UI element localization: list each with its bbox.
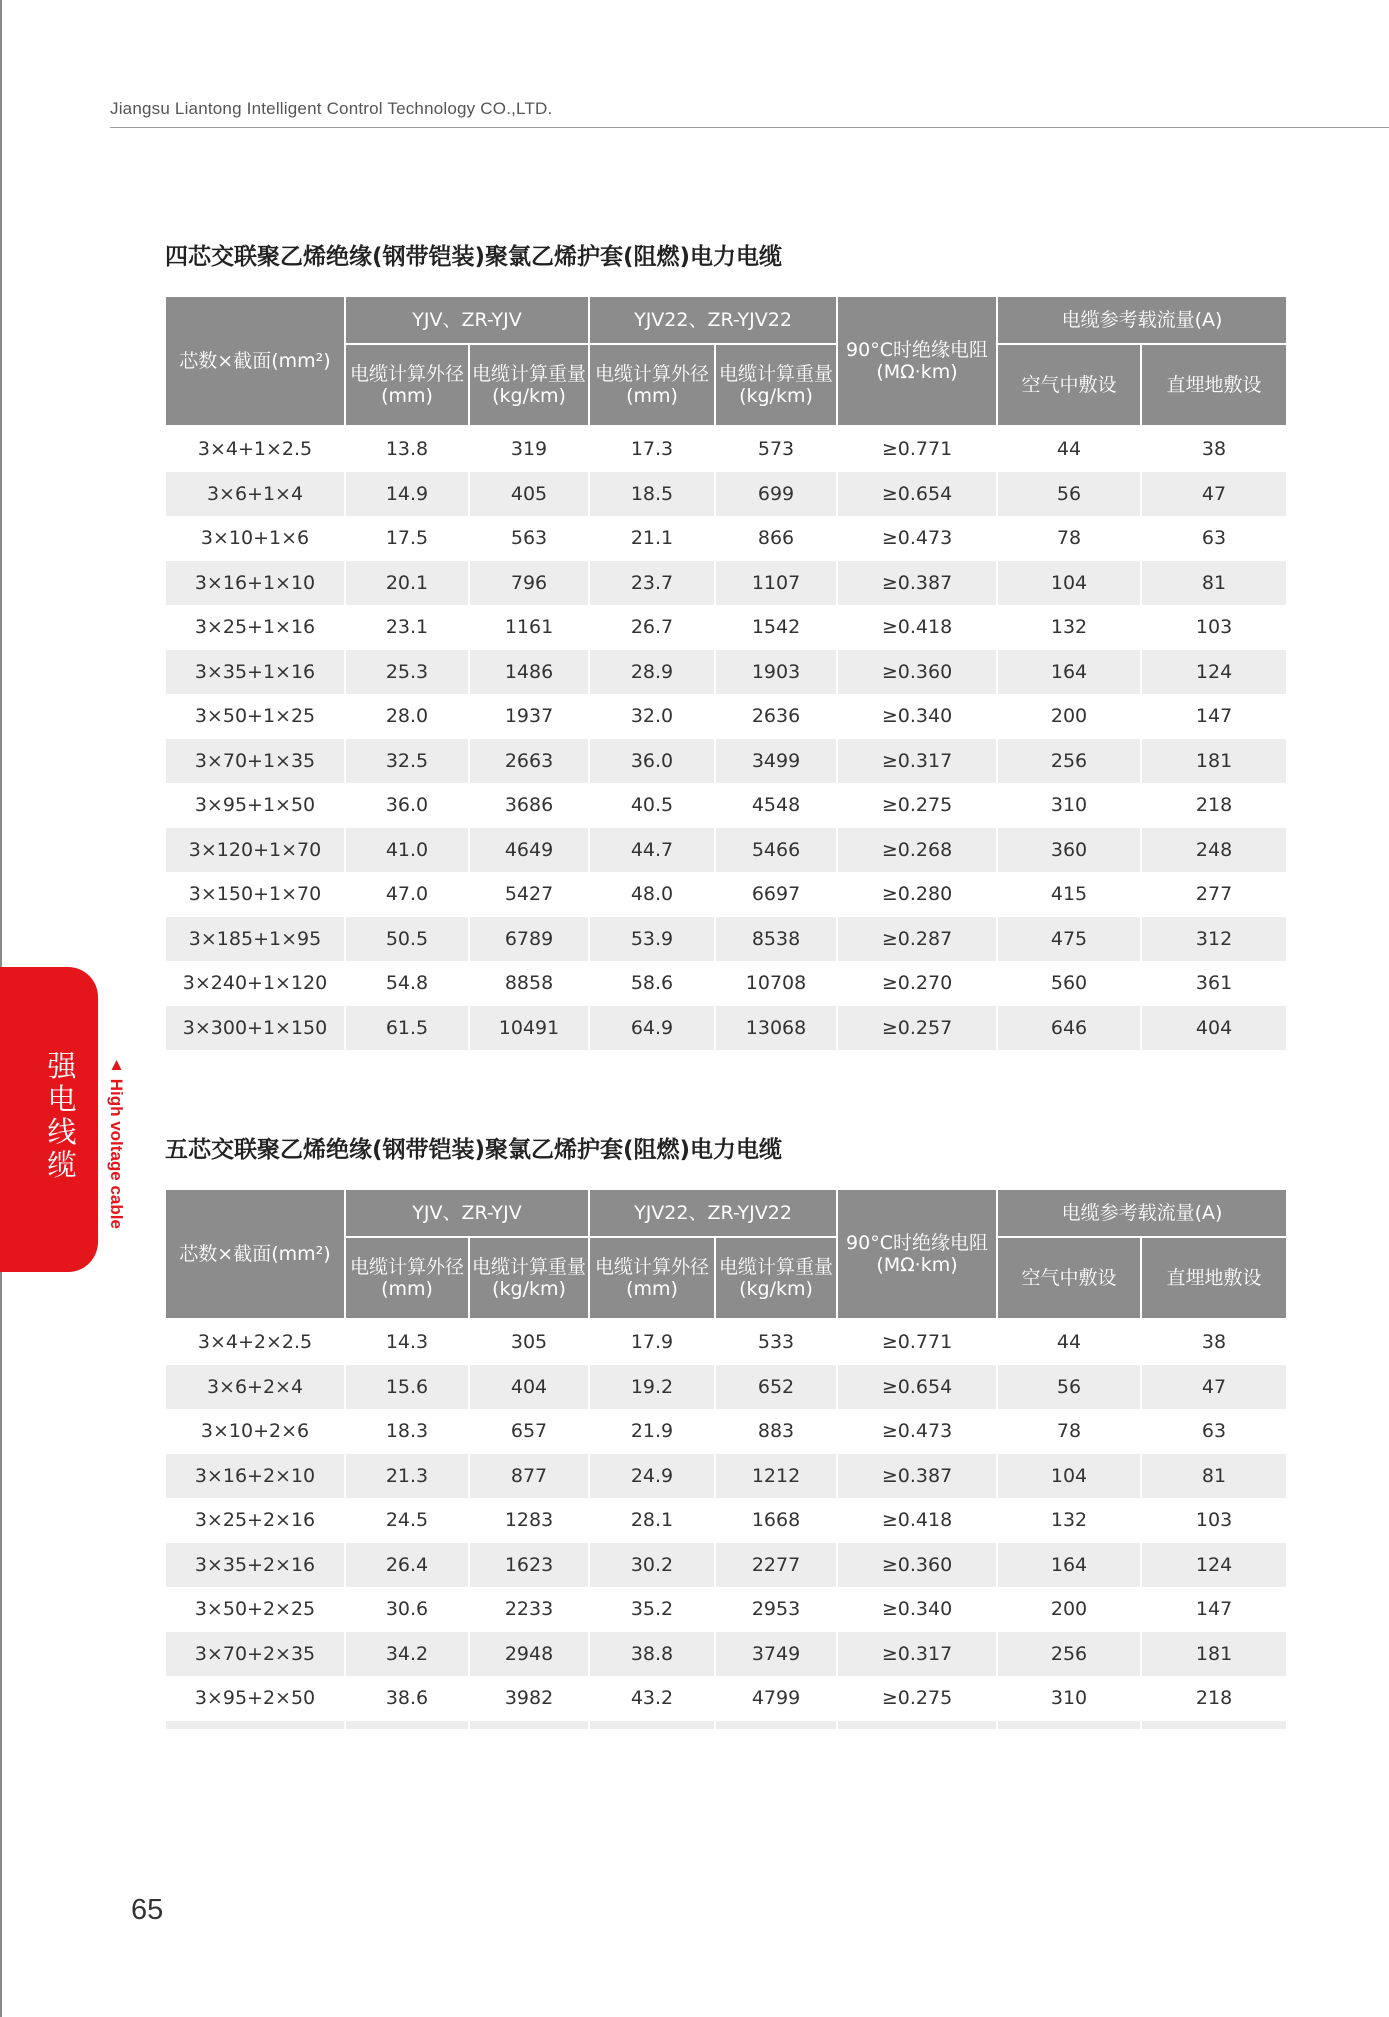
table-row: 3×95+1×50 36.0 3686 40.5 4548 ≥0.275 310 218 — [165, 783, 1287, 828]
header-yjv-group: YJV、ZR-YJV — [345, 1189, 589, 1237]
header-yjv22-group: YJV22、ZR-YJV22 — [589, 1189, 837, 1237]
table-row: 3×50+2×25 30.6 2233 35.2 2953 ≥0.340 200 147 — [165, 1587, 1287, 1632]
table-row: 3×16+2×10 21.3 877 24.9 1212 ≥0.387 104 81 — [165, 1454, 1287, 1499]
table-row: 3×35+2×16 26.4 1623 30.2 2277 ≥0.360 164 124 — [165, 1543, 1287, 1588]
table-row: 3×70+1×35 32.5 2663 36.0 3499 ≥0.317 256 181 — [165, 739, 1287, 784]
table-row: 3×4+2×2.5 14.3 305 17.9 533 ≥0.771 44 38 — [165, 1319, 1287, 1365]
header-yjv-weight: 电缆计算重量(kg/km) — [469, 1237, 589, 1319]
header-buried-laying: 直埋地敷设 — [1141, 1237, 1287, 1319]
header-yjv-group: YJV、ZR-YJV — [345, 296, 589, 344]
header-air-laying: 空气中敷设 — [997, 344, 1141, 426]
header-divider — [110, 127, 1389, 128]
table-row: 3×4+1×2.5 13.8 319 17.3 573 ≥0.771 44 38 — [165, 426, 1287, 472]
header-buried-laying: 直埋地敷设 — [1141, 344, 1287, 426]
side-tab-chinese-label: 强电线缆 — [47, 1049, 77, 1182]
table-row: 3×50+1×25 28.0 1937 32.0 2636 ≥0.340 200 147 — [165, 694, 1287, 739]
table-row: 3×95+2×50 38.6 3982 43.2 4799 ≥0.275 310 218 — [165, 1676, 1287, 1721]
table2-title: 五芯交联聚乙烯绝缘(钢带铠装)聚氯乙烯护套(阻燃)电力电缆 — [165, 1137, 783, 1163]
page-number: 65 — [131, 1894, 164, 1926]
five-core-cable-table — [164, 1188, 1288, 1729]
table-row: 3×16+1×10 20.1 796 23.7 1107 ≥0.387 104 81 — [165, 561, 1287, 606]
table-row: 3×240+1×120 54.8 8858 58.6 10708 ≥0.270 560 361 — [165, 961, 1287, 1006]
header-insulation-resistance: 90°C时绝缘电阻(MΩ·km) — [837, 1189, 997, 1319]
table-row: 3×6+1×4 14.9 405 18.5 699 ≥0.654 56 47 — [165, 472, 1287, 517]
header-yjv22-outer-diameter: 电缆计算外径(mm) — [589, 344, 715, 426]
table-row: 3×10+1×6 17.5 563 21.1 866 ≥0.473 78 63 — [165, 516, 1287, 561]
table1-title: 四芯交联聚乙烯绝缘(钢带铠装)聚氯乙烯护套(阻燃)电力电缆 — [165, 244, 783, 270]
header-current-capacity: 电缆参考载流量(A) — [997, 1189, 1287, 1237]
table-row: 3×120+1×70 41.0 4649 44.7 5466 ≥0.268 360 248 — [165, 828, 1287, 873]
header-yjv22-outer-diameter: 电缆计算外径(mm) — [589, 1237, 715, 1319]
table-row: 3×300+1×150 61.5 10491 64.9 13068 ≥0.257 646 404 — [165, 1006, 1287, 1051]
header-yjv22-group: YJV22、ZR-YJV22 — [589, 296, 837, 344]
header-current-capacity: 电缆参考载流量(A) — [997, 296, 1287, 344]
header-yjv-outer-diameter: 电缆计算外径(mm) — [345, 344, 469, 426]
table-row-partial — [165, 1721, 1287, 1729]
company-name: Jiangsu Liantong Intelligent Control Technology CO.,LTD. — [110, 99, 553, 118]
table-row: 3×10+2×6 18.3 657 21.9 883 ≥0.473 78 63 — [165, 1409, 1287, 1454]
table-row: 3×150+1×70 47.0 5427 48.0 6697 ≥0.280 415 277 — [165, 872, 1287, 917]
table-row: 3×185+1×95 50.5 6789 53.9 8538 ≥0.287 475 312 — [165, 917, 1287, 962]
table-row: 3×25+2×16 24.5 1283 28.1 1668 ≥0.418 132 103 — [165, 1498, 1287, 1543]
table-row: 3×35+1×16 25.3 1486 28.9 1903 ≥0.360 164 124 — [165, 650, 1287, 695]
four-core-cable-table — [164, 295, 1288, 1050]
header-core-section: 芯数×截面(mm²) — [165, 296, 345, 426]
header-yjv22-weight: 电缆计算重量(kg/km) — [715, 344, 837, 426]
header-core-section: 芯数×截面(mm²) — [165, 1189, 345, 1319]
header-yjv22-weight: 电缆计算重量(kg/km) — [715, 1237, 837, 1319]
table-row: 3×25+1×16 23.1 1161 26.7 1542 ≥0.418 132 103 — [165, 605, 1287, 650]
header-insulation-resistance: 90°C时绝缘电阻(MΩ·km) — [837, 296, 997, 426]
side-tab-english-label: ▲ High voltage cable — [107, 1055, 126, 1229]
table-row: 3×70+2×35 34.2 2948 38.8 3749 ≥0.317 256 181 — [165, 1632, 1287, 1677]
table-row: 3×6+2×4 15.6 404 19.2 652 ≥0.654 56 47 — [165, 1365, 1287, 1410]
header-yjv-outer-diameter: 电缆计算外径(mm) — [345, 1237, 469, 1319]
header-air-laying: 空气中敷设 — [997, 1237, 1141, 1319]
header-yjv-weight: 电缆计算重量(kg/km) — [469, 344, 589, 426]
